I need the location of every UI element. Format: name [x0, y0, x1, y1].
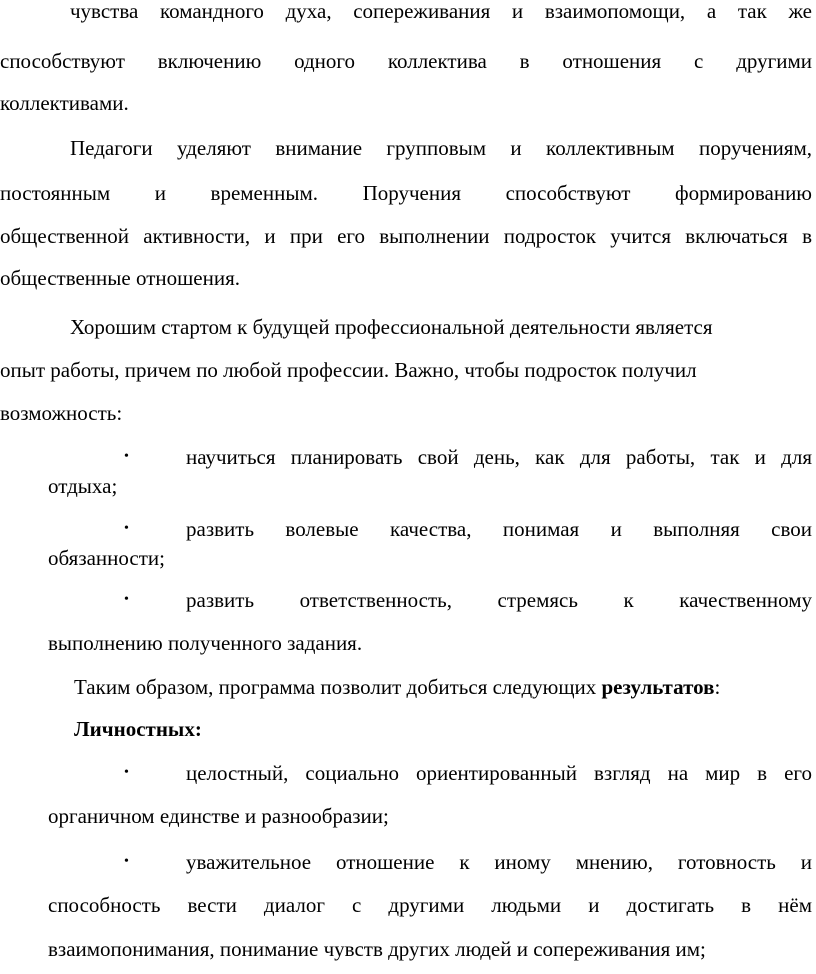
paragraph-3-line-2: опыт работы, причем по любой профессии. Важно, чтобы подросток получил: [0, 358, 697, 382]
list-1-item-1-cont: отдыха;: [48, 474, 118, 498]
results-bold: результатов: [601, 675, 715, 699]
list-item-text: научиться планировать свой день, как для работы, так и для: [186, 445, 812, 469]
paragraph-1-line-3: коллективами.: [0, 91, 129, 115]
bullet-icon: •: [124, 521, 129, 536]
bullet-icon: •: [124, 765, 129, 780]
results-intro-text: Таким образом, программа позволит добиться следующих: [74, 675, 602, 699]
section-heading-text: Личностных:: [74, 717, 202, 741]
bullet-icon: •: [124, 592, 129, 607]
results-intro: [0, 674, 816, 700]
results-colon: :: [714, 675, 721, 699]
paragraph-3-line-1: Хорошим стартом к будущей профессиональной деятельности является: [70, 315, 713, 339]
bullet-icon: •: [124, 854, 129, 869]
paragraph-3-line-3: возможность:: [0, 401, 123, 425]
list-2-item-1-cont: органичном единстве и разнообразии;: [48, 804, 389, 828]
paragraph-2-line-1: Педагоги уделяют внимание групповым и коллективным поручениям,: [70, 136, 812, 160]
list-2-item-2-cont-1: способность вести диалог с другими людьми и достигать в нём: [48, 893, 812, 917]
list-item-text: уважительное отношение к иному мнению, готовность и: [186, 850, 812, 874]
paragraph-1-line-2: способствуют включению одного коллектива в отношения с другими: [0, 49, 812, 73]
list-item-text: развить волевые качества, понимая и выполняя свои: [186, 517, 812, 541]
paragraph-2-line-2: постоянным и временным. Поручения способствуют формированию: [0, 181, 812, 205]
bullet-icon: •: [124, 449, 129, 464]
list-2-item-2-cont-2: взаимопонимания, понимание чувств других людей и сопереживания им;: [48, 937, 706, 961]
list-item-text: целостный, социально ориентированный взгляд на мир в его: [186, 761, 812, 785]
paragraph-2-line-4: общественные отношения.: [0, 266, 240, 290]
list-item-text: развить ответственность, стремясь к качественному: [186, 588, 812, 612]
paragraph-1-line-1: чувства командного духа, сопереживания и взаимопомощи, а так же: [70, 0, 812, 23]
list-1-item-3-cont: выполнению полученного задания.: [48, 631, 363, 655]
list-1-item-2-cont: обязанности;: [48, 546, 166, 570]
paragraph-2-line-3: общественной активности, и при его выполнении подросток учится включаться в: [0, 224, 812, 248]
section-heading: [0, 716, 816, 742]
